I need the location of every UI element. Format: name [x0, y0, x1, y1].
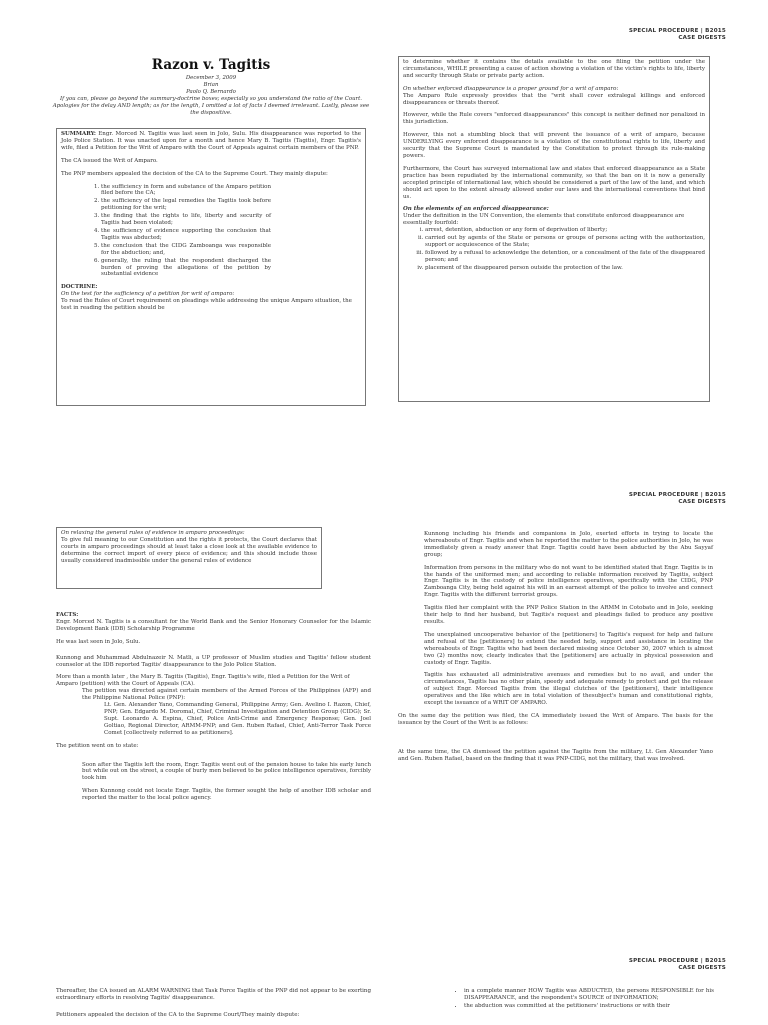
facts-column	[56, 612, 371, 808]
summary-label: SUMMARY:	[61, 131, 96, 137]
list-item: iii. followed by a refusal to acknowledge the detention, or a concealment of the fate of the disappeared person; and	[425, 250, 705, 264]
list-item: 1. the sufficiency in form and substance of the Amparo petition filed before the CA;	[101, 184, 271, 198]
col2-heading-1: On whether enforced disappearance is a proper ground for a writ of amparo:	[403, 85, 619, 92]
page-header-1	[629, 28, 726, 42]
evidence-heading: On relaxing the general rules of evidence in amparo proceedings:	[61, 530, 245, 536]
fact-r2: Information from persons in the military who do not want to be identified stated that Engr. Tagitis is in the hands of the uniformed men; and according to reliable information received by Tagitis, subject Engr. Tagitis is in the custody of police intelligence operatives, specifically with the CIDG, PNP Zamboanga City, being held against his will in an earnest attempt of the police to involve and connect Engr. Tagitis with the different terrorist groups.	[424, 564, 713, 599]
list-item: i. arrest, detention, abduction or any form of deprivation of liberty;	[425, 227, 705, 234]
list-item: • the abduction was committed at the petitioners' instructions or with their	[464, 1003, 714, 1010]
evidence-text: To give full meaning to our Constitution and the rights it protects, the Court declares that courts in amparo proceedings should at least take a close look at the available evidence to determine the correct import of every piece of evidence; and this should include those usually considered inadmissible under the general rules of evidence	[61, 536, 317, 564]
list-item: 6. generally, the ruling that the respondent discharged the burden of proving the allegations of the petition by substantial evidence	[101, 258, 271, 279]
header-line2: CASE DIGESTS	[678, 35, 726, 41]
fact-7: The petition went on to state:	[56, 742, 139, 749]
col2-p1: to determine whether it contains the details available to the one filing the petition under the circumstances, WHILE presenting a cause of action showing a violation of the victim's rights to life, liberty and security through State or private party action.	[403, 59, 705, 79]
fact-r4: The unexplained uncooperative behavior of the [petitioners] to Tagitis's request for help and failure and refusal of the [petitioners] to extend the needed help, support and assistance in locating the whereabouts of Engr. Tagitis who had been declared missing since October 30, 2007 which is almost two (2) months now, clearly indicates that the [petitioners] are actually in physical possession and custody of Engr. Tagitis.	[424, 631, 713, 666]
list-item: • in a complete manner HOW Tagitis was ABDUCTED, the persons RESPONSIBLE for his DISAPPEARANCE, and the respondent's SOURCE of INFORMATION;	[464, 988, 714, 1002]
fact-r1: Kunnong including his friends and companions in Jolo, exerted efforts in trying to locate the whereabouts of Engr. Tagitis and when he reported the matter to the police authorities in Jolo, he was immediately given a ready answer that Engr. Tagitis could have been abducted by the Abu Sayyaf group;	[424, 531, 713, 558]
list-item: 3. the finding that the rights to life, liberty and security of Tagitis had been violated;	[101, 213, 271, 227]
facts-column-2	[398, 531, 713, 769]
col2-p5: Furthermore, the Court has surveyed international law and states that enforced disappearance as a State practice has been repudiated by the international community, so that the ban on it is now a generally accepted principle of international law, which should be considered a part of the law of the land, and which should act upon to the extent already allowed under our laws and the international conventions that bind us.	[403, 165, 705, 200]
page-header-3	[629, 958, 726, 972]
case-title: Razon v. Tagitis	[151, 57, 271, 73]
header-line1: SPECIAL PROCEDURE | B2015	[628, 958, 726, 964]
list-item: ii. carried out by agents of the State or persons or groups of persons acting with the authorization, support or acquiescence of the State;	[425, 235, 705, 249]
header-line2: CASE DIGESTS	[678, 965, 726, 971]
case-date: December 3, 2009	[185, 75, 237, 81]
header-line1: SPECIAL PROCEDURE | B2015	[628, 492, 726, 498]
doctrine-text: To read the Rules of Court requirement on pleadings while addressing the unique Amparo situation, the test in reading the petition should be	[61, 298, 352, 312]
fact-3: Kunnong and Muhammad Abdulnazeir N. Matli, a UP professor of Muslim studies and Tagitis' fellow student counselor at the IDB reported Tagitis' disappearance to the Jolo Police Station.	[56, 654, 371, 668]
summary-p1: Engr. Morced N. Tagitis was last seen in Jolo, Sulu. His disappearance was reported to the Jolo Police Station. It was unacted upon for a month and hence Mary B. Tagitis (Tagitis), Engr. Tagitis's wife, filed a Petition for the Writ of Amparo with the Court of Appeals against certain members of the PNP.	[61, 131, 361, 151]
header-line1: SPECIAL PROCEDURE | B2015	[628, 28, 726, 34]
fact-r5: Tagitis has exhausted all administrative avenues and remedies but to no avail, and under the circumstances, Tagitis has no other plain, speedy and adequate remedy to protect and get the release of subject Engr. Morced Tagitis from the illegal clutches of the [petitioners], their intelligence operatives and the like which are in total violation of thesubject's human and constitutional rights, except the issuance of a WRIT OF AMPARO.	[424, 672, 713, 707]
page3-l1: Thereafter, the CA issued an ALARM WARNING that Task Force Tagitis of the PNP did not appear to be exerting extraordinary efforts in resolving Tagitis' disappearance.	[56, 988, 371, 1001]
fact-1: Engr. Morced N. Tagitis is a consultant for the World Bank and the Senior Honorary Counselor for the Islamic Development Bank (IDB) Scholarship Programme	[56, 618, 371, 632]
fact-6: Lt. Gen. Alexander Yano, Commanding General, Philippine Army; Gen. Avelino I. Razon, Chief, PNP; Gen. Edgardo M. Doromal, Chief, Criminal Investigation and Detention Group (CIDG); Sr. Supt. Leonardo A. Espina, Chief, Police Anti-Crime and Emergency Response; Gen. Joel Goltiao, Regional Director, ARMM-PNP; and Gen. Ruben Rafael, Chief, Anti-Terror Task Force Comet [collectively referred to as petitioners].	[104, 702, 371, 736]
author-note: If you can, please go beyond the summary-doctrine boxes; especially so you understand the ratio of the Court. Apologies for the delay AND length; as for the length, I omitted a lot of facts I deemed irrelevant. Lastly, please see the dispositive.	[52, 96, 370, 116]
list-item: 5. the conclusion that the CIDG Zamboanga was responsible for the abduction; and,	[101, 243, 271, 257]
author-2: Paolo Q. Bernardo	[186, 89, 236, 95]
fact-9: When Kunnong could not locate Engr. Tagitis, the former sought the help of another IDB scholar and reported the matter to the local police agency.	[82, 788, 371, 802]
header-line2: CASE DIGESTS	[678, 499, 726, 505]
list-item: 4. the sufficiency of evidence supporting the conclusion that Tagitis was abducted;	[101, 228, 271, 242]
page-header-2	[629, 492, 726, 506]
col2-p6: Under the definition in the UN Convention, the elements that constitute enforced disappearance are essentially fourfold:	[403, 213, 685, 227]
fact-r7: At the same time, the CA dismissed the petition against the Tagitis from the military, Lt. Gen Alexander Yano and Gen. Ruben Rafael, based on the finding that it was PNP-CIDG, not the military, that was involved.	[398, 748, 713, 762]
page3-left	[56, 988, 371, 1025]
fact-5: The petition was directed against certain members of the Armed Forces of the Philippines (AFP) and the Philippine National Police (PNP):	[82, 688, 371, 702]
page3-right	[446, 988, 714, 1016]
fact-8: Soon after the Tagitis left the room, Engr. Tagitis went out of the pension house to take his early lunch but while out on the street, a couple of burly men believed to be police intelligence operatives, forcibly took him	[82, 761, 371, 782]
column2-box	[398, 56, 710, 402]
fact-r3: Tagitis filed her complaint with the PNP Police Station in the ARMM in Cotobato and in Jolo, seeking their help to find her husband, but Tagitis's request and pleadings failed to produce any positive results.	[424, 605, 713, 625]
col2-p4: However, this not a stumbling block that will prevent the issuance of a writ of amparo, because UNDERLYING every enforced disappearance is a violation of the constitutional rights to life, liberty and security that the Supreme Court is mandated by the Constitution to protect through its rule-making powers.	[403, 132, 705, 159]
evidence-box	[56, 527, 322, 589]
page3-bullets	[446, 988, 714, 1010]
elements-list	[403, 227, 705, 271]
summary-box	[56, 128, 366, 406]
page3-l2: Petitioners appealed the decision of the CA to the Supreme Court/They mainly dispute:	[56, 1011, 300, 1018]
col2-p3: However, while the Rule covers "enforced disappearances" this concept is neither defined nor penalized in this jurisdiction.	[403, 112, 705, 126]
fact-4: More than a month later , the Mary B. Tagitis (Tagitis), Engr. Tagitis's wife, filed a Petition for the Writ of Amparo (petition) with the Court of Appeals (CA).	[56, 674, 350, 688]
facts-label: FACTS:	[56, 612, 79, 618]
doctrine-subheading: On the test for the sufficiency of a petition for writ of amparo:	[61, 291, 235, 298]
case-meta	[52, 75, 370, 117]
doctrine-label: DOCTRINE:	[61, 284, 98, 291]
author-1: Brian	[203, 82, 219, 88]
fact-2: He was last seen in Jolo, Sulu.	[56, 638, 141, 645]
col2-p2: The Amparo Rule expressly provides that the "writ shall cover extralegal killings and enforced disappearances or threats thereof.	[403, 92, 705, 106]
list-item: 2. the sufficiency of the legal remedies the Tagitis took before petitioning for the writ;	[101, 198, 271, 212]
col2-heading-2: On the elements of an enforced disappearance:	[403, 206, 549, 213]
summary-p3: The PNP members appealed the decision of the CA to the Supreme Court. They mainly dispute:	[61, 170, 328, 177]
dispute-list	[61, 184, 271, 279]
list-item: iv. placement of the disappeared person outside the protection of the law.	[425, 265, 705, 272]
fact-r6: On the same day the petition was filed, the CA immediately issued the Writ of Amparo. The basis for the issuance by the Court of the Writ is as follows:	[398, 712, 713, 726]
summary-p2: The CA issued the Writ of Amparo.	[61, 157, 158, 164]
